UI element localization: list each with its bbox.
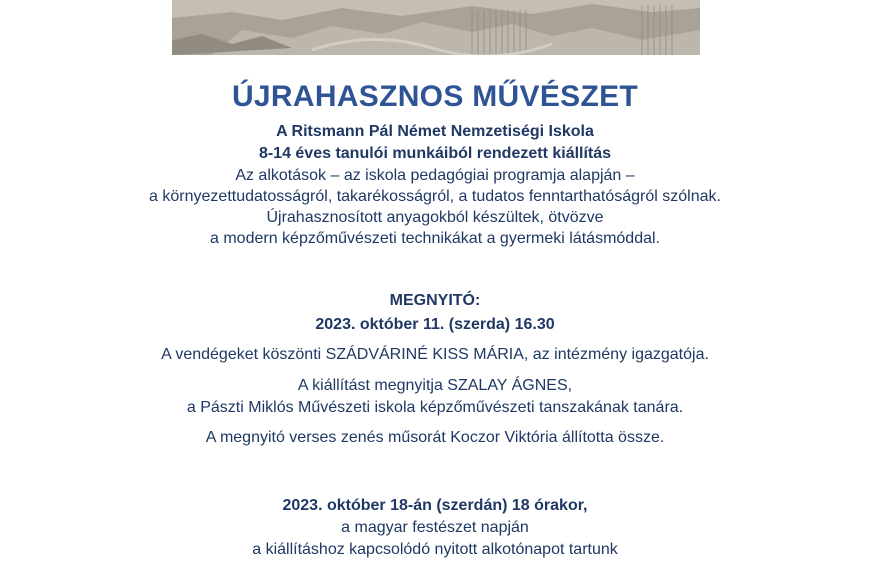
workshop-date: 2023. október 18-án (szerdán) 18 órakor, bbox=[282, 497, 588, 514]
opening-opener-2: a Pászti Miklós Művészeti iskola képzőművészeti tanszakának tanára. bbox=[186, 399, 684, 416]
opening-greeting: A vendégeket köszönti SZÁDVÁRINÉ KISS MÁRIA, az intézmény igazgatója. bbox=[161, 346, 709, 363]
opening-date: 2023. október 11. (szerda) 16.30 bbox=[315, 316, 555, 333]
exhibition-title: ÚJRAHASZNOS MŰVÉSZET bbox=[231, 80, 639, 113]
subtitle-exhibition: 8-14 éves tanulói munkáiból rendezett kiállítás bbox=[258, 145, 612, 162]
header-photo bbox=[172, 0, 700, 55]
intro-line-3: Újrahasznosított anyagokból készültek, ötvözve bbox=[266, 209, 604, 226]
intro-line-1: Az alkotások – az iskola pedagógiai programja alapján – bbox=[235, 167, 635, 184]
workshop-line-2: a kiállításhoz kapcsolódó nyitott alkotónapot tartunk bbox=[252, 541, 618, 558]
intro-line-4: a modern képzőművészeti technikákat a gyermeki látásmóddal. bbox=[210, 230, 660, 247]
subtitle-school: A Ritsmann Pál Német Nemzetiségi Iskola bbox=[276, 123, 594, 140]
intro-line-2: a környezettudatosságról, takarékosságról, a tudatos fenntarthatóságról szólnak. bbox=[149, 188, 721, 205]
workshop-line-1: a magyar festészet napján bbox=[341, 519, 529, 536]
opening-heading: MEGNYITÓ: bbox=[389, 292, 481, 309]
opening-opener-1: A kiállítást megnyitja SZALAY ÁGNES, bbox=[297, 377, 573, 394]
opening-program: A megnyitó verses zenés műsorát Koczor Viktória állította össze. bbox=[205, 429, 665, 446]
